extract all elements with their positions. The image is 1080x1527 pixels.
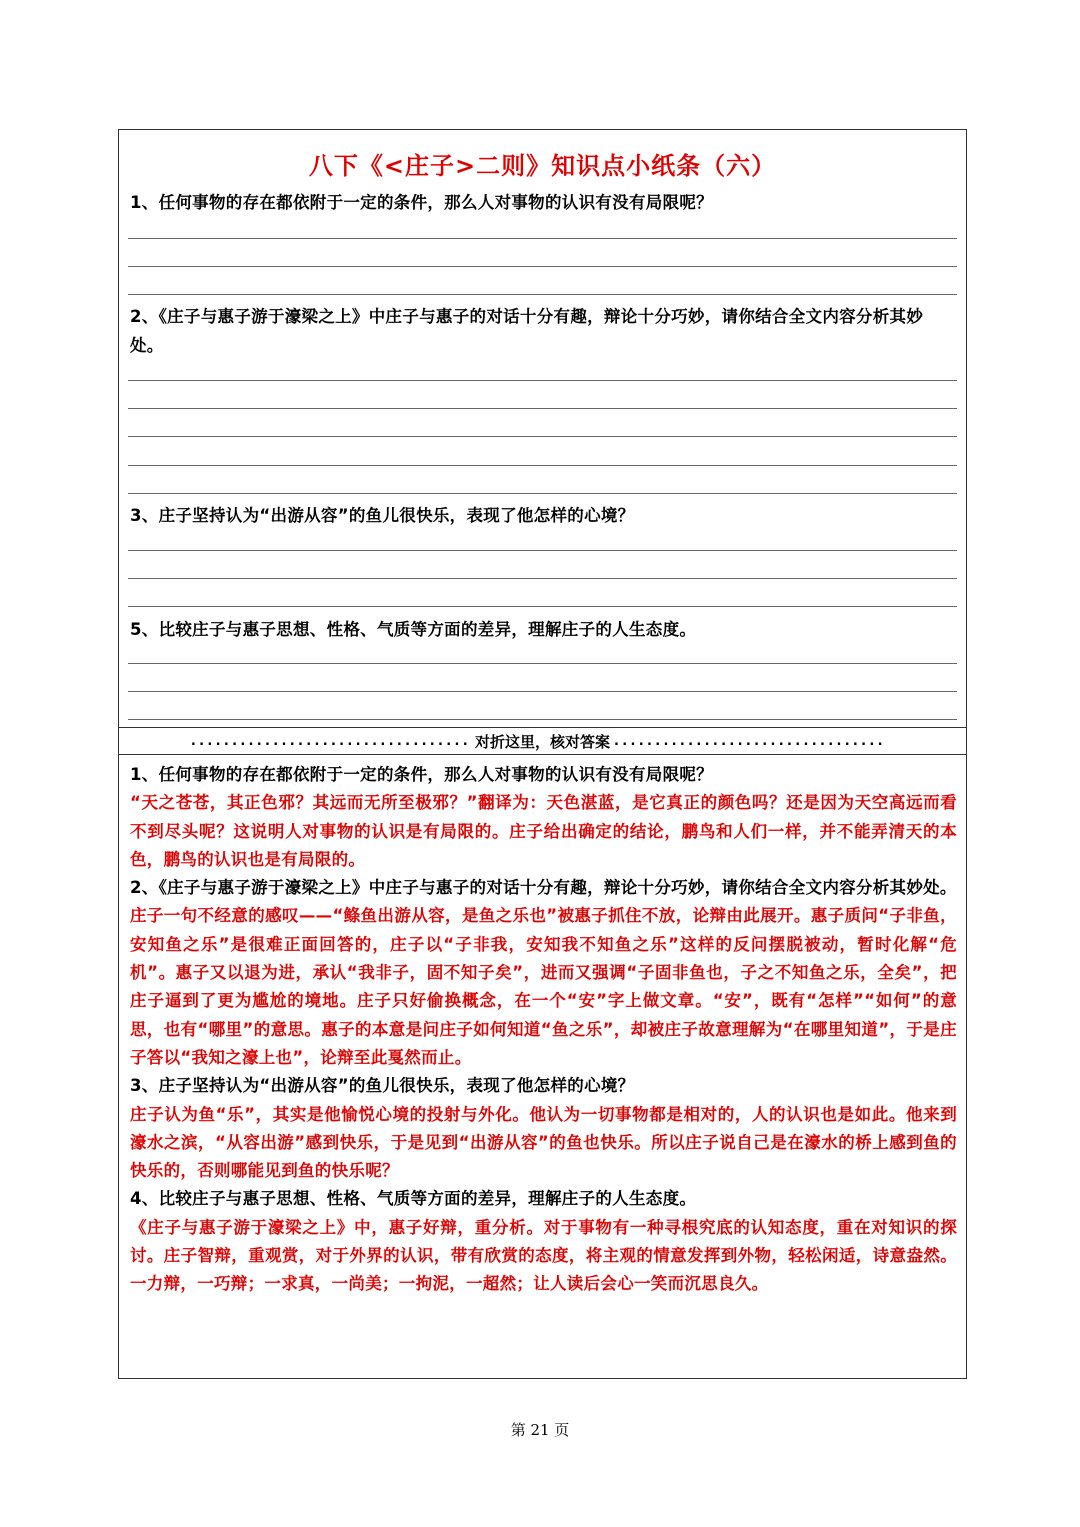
answer-line: [128, 294, 957, 295]
question-5: 5、比较庄子与惠子思想、性格、气质等方面的差异，理解庄子的人生态度。: [130, 620, 697, 639]
answer-line: [128, 380, 957, 381]
answer-line: [128, 266, 957, 267]
answer-line: [128, 408, 957, 409]
answer-text-4: 《庄子与惠子游于濠梁之上》中，惠子好辩，重分析。对于事物有一种寻根究底的认知态度，重在对知识的探讨。庄子智辩，重观赏，对于外界的认识，带有欣赏的态度，将主观的情意发挥到外物，轻松闲适，诗意盎然。一力辩，一巧辩；一求真，一尚美；一拘泥，一超然；让人读后会心一笑而沉思良久。: [130, 1217, 957, 1294]
answer-text-1: “天之苍苍，其正色邪？其远而无所至极邪？”翻译为：天色湛蓝，是它真正的颜色吗？还是因为天空高远而看不到尽头呢？这说明人对事物的认识是有局限的。庄子给出确定的结论，鹏鸟和人们一样，并不能弄清天的本色，鹏鸟的认识也是有局限的。: [130, 793, 957, 869]
question-3: 3、庄子坚持认为“出游从容”的鱼儿很快乐，表现了他怎样的心境？: [130, 506, 635, 525]
answer-question-4: 4、比较庄子与惠子思想、性格、气质等方面的差异，理解庄子的人生态度。: [130, 1189, 697, 1209]
answer-line: [128, 578, 957, 579]
answer-line: [128, 691, 957, 692]
fold-dots-right: .................................: [614, 734, 886, 748]
question-section: [119, 130, 966, 727]
page-title: 八下《<庄子>二则》知识点小纸条（六）: [308, 152, 777, 180]
answer-line: [128, 550, 957, 551]
answer-text-3: 庄子认为鱼“乐”，其实是他愉悦心境的投射与外化。他认为一切事物都是相对的，人的认识也是如此。他来到濠水之滨，“从容出游”感到快乐，于是见到“出游从容”的鱼也快乐。所以庄子说自己是在濠水的桥上感到鱼的快乐的，否则哪能见到鱼的快乐呢？: [130, 1104, 957, 1181]
answer-question-3: 3、庄子坚持认为“出游从容”的鱼儿很快乐，表现了他怎样的心境？: [130, 1076, 635, 1096]
answer-line: [128, 493, 957, 494]
question-1: 1、任何事物的存在都依附于一定的条件，那么人对事物的认识有没有局限呢？: [130, 193, 713, 212]
question-2: 2、《庄子与惠子游于濠梁之上》中庄子与惠子的对话十分有趣，辩论十分巧妙，请你结合全文内容分析其妙处。: [130, 307, 924, 355]
fold-label: 对折这里，核对答案: [475, 732, 611, 751]
answer-line: [128, 663, 957, 664]
answer-line: [128, 465, 957, 466]
answer-section: [130, 761, 957, 1299]
answer-question-1: 1、任何事物的存在都依附于一定的条件，那么人对事物的认识有没有局限呢？: [130, 765, 713, 784]
answer-line: [128, 238, 957, 239]
answer-line: [128, 606, 957, 607]
answer-line: [128, 719, 957, 720]
answer-question-2: 2、《庄子与惠子游于濠梁之上》中庄子与惠子的对话十分有趣，辩论十分巧妙，请你结合全文内容分析其妙处。: [130, 878, 957, 898]
answer-line: [128, 436, 957, 437]
page-number: 第 21 页: [510, 1421, 570, 1439]
worksheet-table: [118, 129, 967, 1379]
answer-text-2: 庄子一句不经意的感叹——“鲦鱼出游从容，是鱼之乐也”被惠子抓住不放，论辩由此展开。惠子质问“子非鱼，安知鱼之乐”是很难正面回答的，庄子以“子非我，安知我不知鱼之乐”这样的反问摆脱被动，暂时化解“危机”。惠子又以退为进，承认“我非子，固不知子矣”，进而又强调“子固非鱼也，子之不知鱼之乐，全矣”，把庄子逼到了更为尴尬的境地。庄子只好偷换概念，在一个“安”字上做文章。“安”，既有“怎样”“如何”的意思，也有“哪里”的意思。惠子的本意是问庄子如何知道“鱼之乐”，却被庄子故意理解为“在哪里知道”，于是庄子答以“我知之濠上也”，论辩至此戛然而止。: [130, 906, 957, 1067]
fold-divider: [119, 727, 966, 755]
fold-dots-left: ..................................: [190, 734, 471, 748]
